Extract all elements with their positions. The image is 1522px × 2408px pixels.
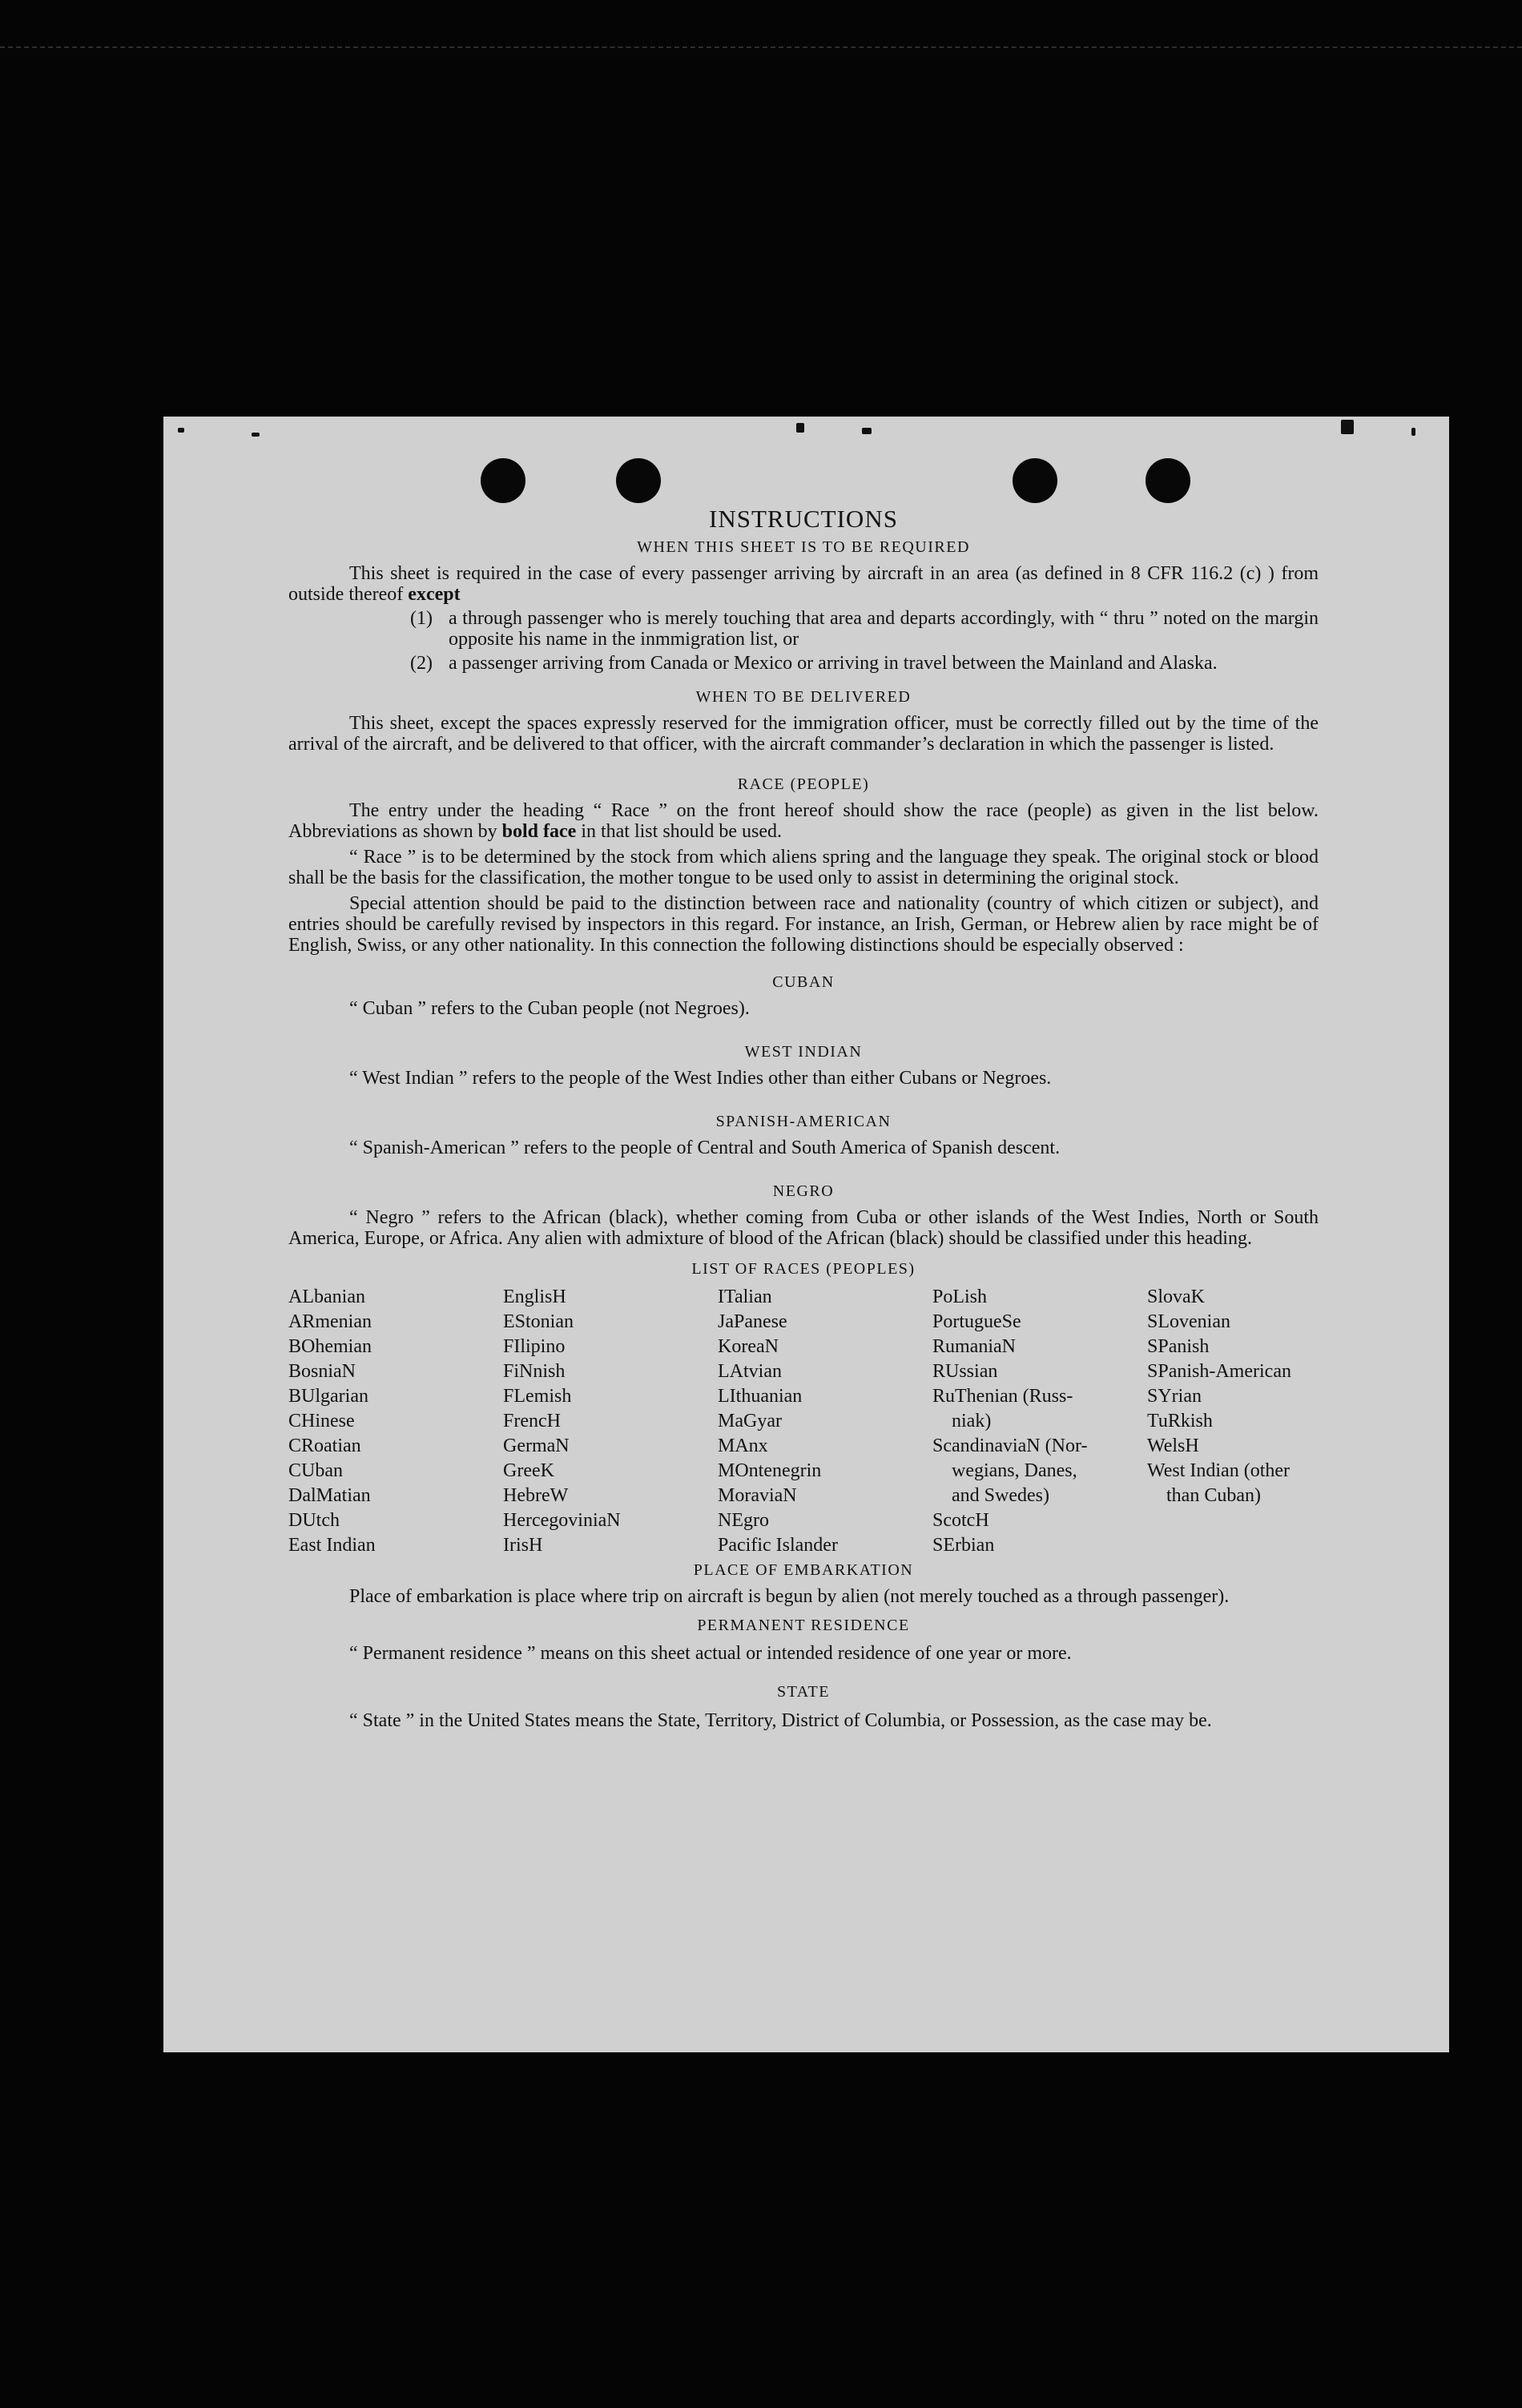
paragraph-negro: “ Negro ” refers to the African (black), whether coming from Cuba or other islands of the West Indies, North or South America, Europe, or Africa. Any alien with admixture of blood of the African (black) should be classified under this heading. <box>288 1207 1319 1249</box>
race-item: RuThenian (Russ- <box>932 1386 1073 1407</box>
paragraph-place-of-embarkation: Place of embarkation is place where trip on aircraft is begun by alien (not merely touched as a through passenger). <box>349 1586 1230 1607</box>
punch-hole-2 <box>616 458 661 503</box>
race-item: TuRkish <box>1147 1411 1213 1432</box>
race-item: RumaniaN <box>932 1336 1016 1357</box>
race-item: ScandinaviaN (Nor- <box>932 1436 1088 1456</box>
heading-west-indian: WEST INDIAN <box>744 1043 863 1061</box>
races-column-1 <box>288 1285 503 1558</box>
race-item: IrisH <box>503 1535 543 1556</box>
paragraph-west-indian: “ West Indian ” refers to the people of the West Indies other than either Cubans or Negroes. <box>349 1068 1052 1089</box>
heading-place-of-embarkation: PLACE OF EMBARKATION <box>693 1561 914 1579</box>
heading-when-delivered: WHEN TO BE DELIVERED <box>695 688 912 706</box>
races-table <box>288 1285 1319 1558</box>
race-item: DUtch <box>288 1510 340 1531</box>
paragraph-race-3: Special attention should be paid to the distinction between race and nationality (country of which citizen or subject), and entries should be carefully revised by inspectors in this regard. For instance, an Irish, German, or Hebrew alien by race might be of English, Swiss, or any other nationality. In this connection the following distinctions should be especially observed : <box>288 893 1319 956</box>
races-column-5 <box>1147 1285 1319 1558</box>
tape-mark-center <box>796 423 804 433</box>
race-item: EStonian <box>503 1311 574 1332</box>
exception-item-1: (1) a through passenger who is merely touching that area and departs accordingly, with “ thru ” noted on the margin opposite his name in the inmmigration list, or <box>410 608 1319 650</box>
race-item: GreeK <box>503 1460 554 1481</box>
race-item: BOhemian <box>288 1336 372 1357</box>
exception-item-2: (2) a passenger arriving from Canada or Mexico or arriving in travel between the Mainland and Alaska. <box>410 653 1218 674</box>
heading-negro: NEGRO <box>772 1182 835 1200</box>
race-item: NEgro <box>718 1510 769 1531</box>
race-item: MOntenegrin <box>718 1460 822 1481</box>
race-item: SlovaK <box>1147 1287 1205 1307</box>
paragraph-cuban: “ Cuban ” refers to the Cuban people (not Negroes). <box>349 998 750 1019</box>
heading-race: RACE (PEOPLE) <box>737 775 870 793</box>
heading-state: STATE <box>777 1683 830 1701</box>
race-item: SPanish <box>1147 1336 1210 1357</box>
race-item: FIlipino <box>503 1336 566 1357</box>
race-item: BUlgarian <box>288 1386 368 1407</box>
race-item: ScotcH <box>932 1510 989 1531</box>
heading-list-of-races: LIST OF RACES (PEOPLES) <box>691 1260 916 1278</box>
tape-mark-center-2 <box>862 428 872 434</box>
race-item: than Cuban) <box>1166 1485 1261 1506</box>
race-item: ARmenian <box>288 1311 372 1332</box>
race-item: West Indian (other <box>1147 1460 1290 1481</box>
punch-hole-3 <box>1013 458 1057 503</box>
races-column-2 <box>503 1285 718 1558</box>
race-item: wegians, Danes, <box>952 1460 1077 1481</box>
race-item: ALbanian <box>288 1287 365 1307</box>
race-item: GermaN <box>503 1436 570 1456</box>
tape-mark-right-2 <box>1411 428 1415 436</box>
race-item: MAnx <box>718 1436 768 1456</box>
page-title: INSTRUCTIONS <box>709 505 898 533</box>
heading-when-required: WHEN THIS SHEET IS TO BE REQUIRED <box>637 538 970 556</box>
tape-mark-left-2 <box>252 433 260 437</box>
race-item: ITalian <box>718 1287 772 1307</box>
heading-permanent-residence: PERMANENT RESIDENCE <box>697 1617 910 1634</box>
race-item: FrencH <box>503 1411 561 1432</box>
race-item: SLovenian <box>1147 1311 1230 1332</box>
race-item: CHinese <box>288 1411 355 1432</box>
paragraph-spanish-american: “ Spanish-American ” refers to the people of Central and South America of Spanish descent. <box>349 1138 1061 1158</box>
paragraph-race-2: “ Race ” is to be determined by the stock from which aliens spring and the language they speak. The original stock or blood shall be the basis for the classification, the mother tongue to be used only to assist in determining the original stock. <box>288 847 1319 888</box>
race-item: WelsH <box>1147 1436 1199 1456</box>
race-item: CUban <box>288 1460 343 1481</box>
race-item: RUssian <box>932 1361 998 1382</box>
race-item: Pacific Islander <box>718 1535 838 1556</box>
race-item: SPanish-American <box>1147 1361 1291 1382</box>
race-item: KoreaN <box>718 1336 779 1357</box>
punch-hole-4 <box>1146 458 1190 503</box>
paragraph-when-delivered: This sheet, except the spaces expressly reserved for the immigration officer, must be correctly filled out by the time of the arrival of the aircraft, and be delivered to that officer, with the aircraft commander’s declaration in which the passenger is listed. <box>288 713 1319 755</box>
race-item: FLemish <box>503 1386 572 1407</box>
race-item: PoLish <box>932 1287 988 1307</box>
race-item: niak) <box>952 1411 992 1432</box>
race-item: MaGyar <box>718 1411 782 1432</box>
race-item: PortugueSe <box>932 1311 1021 1332</box>
races-column-4 <box>932 1285 1147 1558</box>
tape-mark-right <box>1341 420 1354 434</box>
race-item: LIthuanian <box>718 1386 803 1407</box>
race-item: MoraviaN <box>718 1485 797 1506</box>
document-page <box>163 417 1449 2052</box>
races-column-3 <box>718 1285 932 1558</box>
race-item: JaPanese <box>718 1311 787 1332</box>
race-item: East Indian <box>288 1535 376 1556</box>
paragraph-permanent-residence: “ Permanent residence ” means on this sheet actual or intended residence of one year or more. <box>349 1643 1072 1664</box>
paragraph-state: “ State ” in the United States means the State, Territory, District of Columbia, or Possession, as the case may be. <box>349 1710 1212 1731</box>
heading-spanish-american: SPANISH-AMERICAN <box>715 1113 892 1130</box>
race-item: SYrian <box>1147 1386 1202 1407</box>
tape-mark-left <box>178 428 184 433</box>
heading-cuban: CUBAN <box>772 973 835 991</box>
race-item: and Swedes) <box>952 1485 1049 1506</box>
race-item: BosniaN <box>288 1361 356 1382</box>
race-item: CRoatian <box>288 1436 361 1456</box>
race-item: HercegoviniaN <box>503 1510 621 1531</box>
film-edge-strip <box>0 46 1522 54</box>
race-item: SErbian <box>932 1535 995 1556</box>
punch-hole-1 <box>481 458 525 503</box>
race-item: HebreW <box>503 1485 569 1506</box>
race-item: EnglisH <box>503 1287 566 1307</box>
paragraph-race-1: The entry under the heading “ Race ” on the front hereof should show the race (people) as given in the list below. Abbreviations as shown by bold face in that list should be used. <box>288 800 1319 842</box>
paragraph-when-required: This sheet is required in the case of every passenger arriving by aircraft in an area (as defined in 8 CFR 116.2 (c) ) from outside thereof except <box>288 563 1319 605</box>
race-item: LAtvian <box>718 1361 782 1382</box>
instructions-content <box>288 505 1319 1734</box>
race-item: FiNnish <box>503 1361 566 1382</box>
race-item: DalMatian <box>288 1485 371 1506</box>
